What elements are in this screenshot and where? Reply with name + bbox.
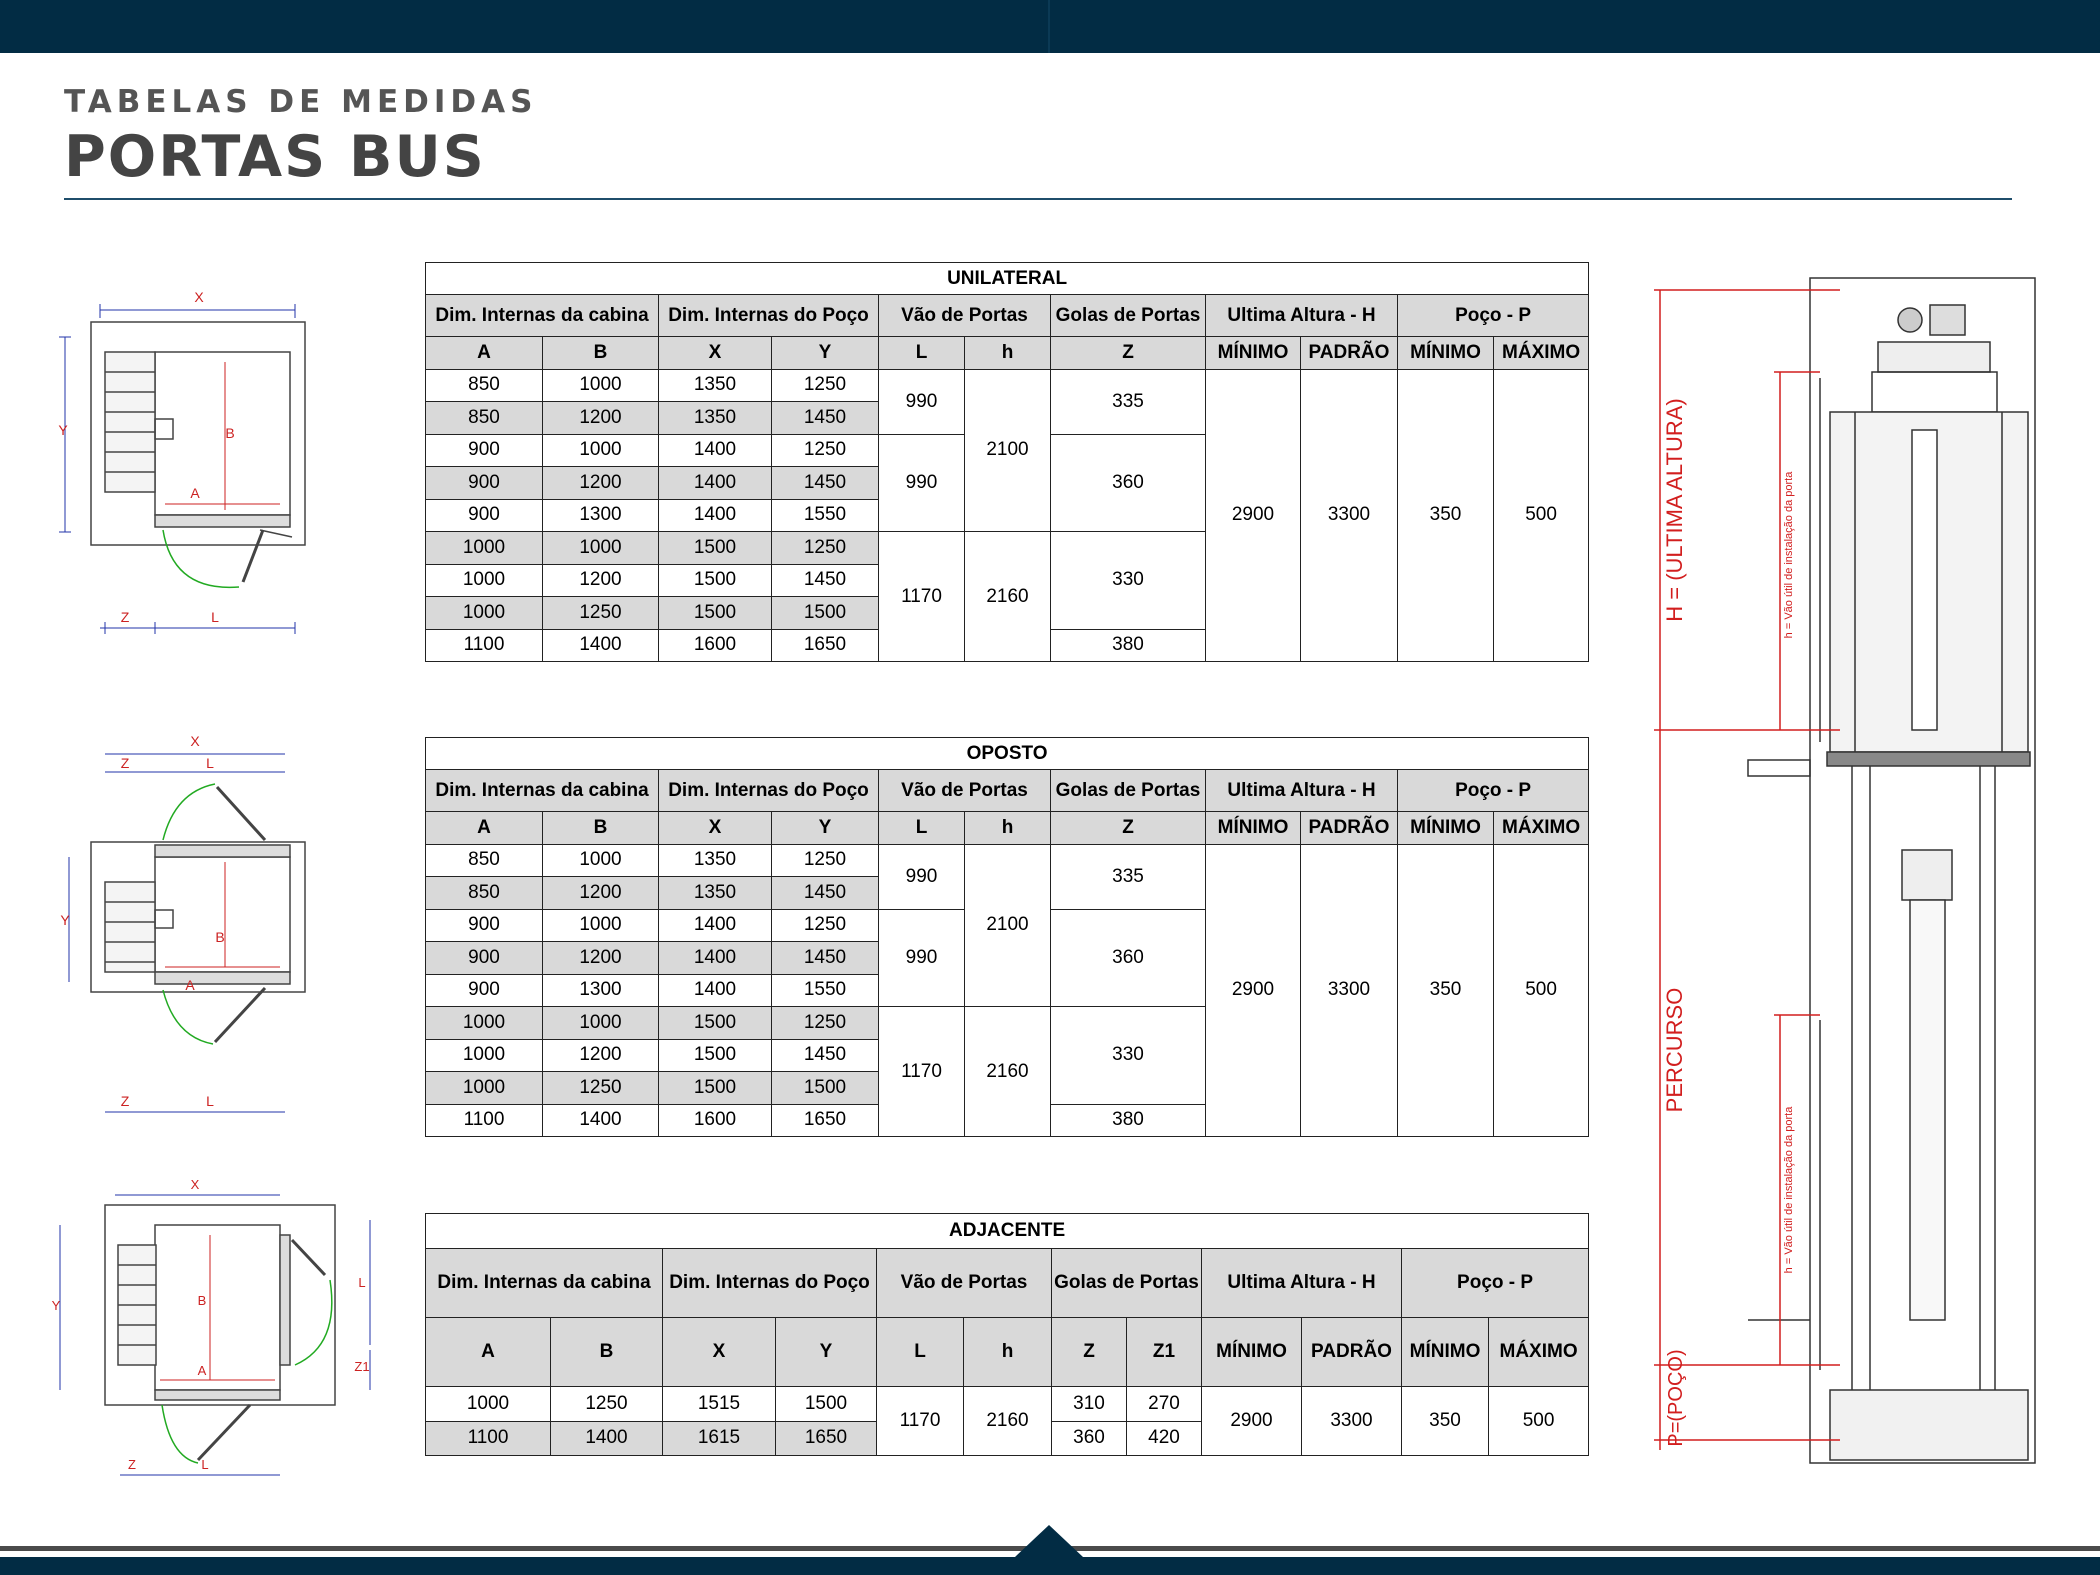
header-poco-dim: Dim. Internas do Poço: [663, 1249, 877, 1318]
cell-b: 1000: [543, 369, 659, 402]
cell-a: 1100: [426, 1104, 543, 1137]
cell-y: 1250: [772, 532, 879, 565]
dim-label-b: B: [225, 425, 235, 441]
col-y: Y: [772, 337, 879, 370]
table-title: UNILATERAL: [426, 263, 1589, 295]
label-percurso: PERCURSO: [1662, 987, 1687, 1113]
plan-drawing-oposto: [55, 732, 325, 1124]
header-altura: Ultima Altura - H: [1206, 770, 1398, 812]
cell-y: 1250: [772, 1007, 879, 1040]
dim-label-a: A: [185, 977, 195, 993]
cell-x: 1500: [659, 1007, 772, 1040]
cell-b: 1300: [543, 499, 659, 532]
shaft-section-drawing: [1640, 270, 2040, 1470]
cell-a: 850: [426, 402, 543, 435]
dim-label-y: Y: [51, 1298, 61, 1313]
cell-a: 900: [426, 974, 543, 1007]
cell-z: 380: [1051, 1104, 1206, 1137]
cell-l: 1170: [879, 532, 965, 662]
cell-altura-min: 2900: [1206, 369, 1301, 662]
cell-b: 1000: [543, 434, 659, 467]
col-b: B: [543, 337, 659, 370]
cell-l: 1170: [877, 1387, 964, 1456]
plan-drawing-adjacente: [50, 1175, 380, 1485]
dim-label-l-side: L: [358, 1275, 366, 1290]
col-b: B: [543, 812, 659, 845]
cell-altura-min: 2900: [1206, 844, 1301, 1137]
col-altura-pad: PADRÃO: [1301, 812, 1398, 845]
cell-y: 1450: [772, 467, 879, 500]
cell-x: 1400: [659, 942, 772, 975]
cell-b: 1200: [543, 467, 659, 500]
door-swing-arc-top: [163, 784, 215, 840]
cell-a: 1000: [426, 1007, 543, 1040]
cell-y: 1500: [776, 1387, 877, 1422]
door-swing-arc: [163, 530, 239, 587]
col-x: X: [659, 812, 772, 845]
dim-label-a: A: [190, 485, 200, 501]
cell-a: 1000: [426, 564, 543, 597]
cell-x: 1350: [659, 877, 772, 910]
page-title: PORTAS BUS: [64, 124, 486, 190]
cell-h: 2160: [965, 1007, 1051, 1137]
header-poco: Poço - P: [1398, 770, 1589, 812]
col-h: h: [965, 812, 1051, 845]
cell-y: 1250: [772, 434, 879, 467]
col-z: Z: [1051, 812, 1206, 845]
cell-x: 1500: [659, 1039, 772, 1072]
cell-b: 1400: [543, 1104, 659, 1137]
col-z: Z: [1052, 1318, 1127, 1387]
cell-y: 1250: [772, 844, 879, 877]
col-h: h: [965, 337, 1051, 370]
cell-b: 1000: [543, 909, 659, 942]
cell-z: 360: [1051, 434, 1206, 532]
cell-z: 380: [1051, 629, 1206, 662]
cell-x: 1515: [663, 1387, 776, 1422]
table-row: [426, 1387, 1589, 1422]
cell-h: 2100: [965, 844, 1051, 1007]
dim-label-z1: Z1: [354, 1359, 370, 1374]
cell-l: 990: [879, 909, 965, 1007]
table-row: [426, 369, 1589, 402]
cell-x: 1350: [659, 402, 772, 435]
cell-a: 850: [426, 369, 543, 402]
label-vao-util-bottom: h = Vão útil de instalação da porta: [1783, 1106, 1795, 1274]
dim-label-y: Y: [58, 422, 68, 438]
col-a: A: [426, 812, 543, 845]
dim-label-l: L: [211, 609, 219, 625]
table-unilateral: [425, 262, 1589, 662]
dim-label-a: A: [197, 1363, 207, 1378]
door-swing-arc-side: [295, 1280, 332, 1365]
table-adjacente: [425, 1213, 1589, 1456]
dim-label-x: X: [190, 1177, 200, 1192]
cell-poco-min: 350: [1398, 369, 1494, 662]
cell-a: 1000: [426, 1387, 551, 1422]
cell-x: 1400: [659, 499, 772, 532]
cell-y: 1650: [772, 629, 879, 662]
cell-y: 1650: [776, 1421, 877, 1456]
cell-l: 990: [879, 844, 965, 909]
cell-a: 1100: [426, 629, 543, 662]
cell-b: 1200: [543, 1039, 659, 1072]
dim-label-b: B: [197, 1293, 207, 1308]
cell-z: 330: [1051, 1007, 1206, 1105]
cell-poco-min: 350: [1402, 1387, 1489, 1456]
cell-b: 1200: [543, 942, 659, 975]
cell-a: 850: [426, 877, 543, 910]
cell-b: 1400: [551, 1421, 663, 1456]
header-golas: Golas de Portas: [1051, 295, 1206, 337]
cell-a: 900: [426, 942, 543, 975]
header-vao: Vão de Portas: [877, 1249, 1052, 1318]
dim-label-z: Z: [120, 755, 130, 771]
header-poco: Poço - P: [1398, 295, 1589, 337]
col-altura-pad: PADRÃO: [1302, 1318, 1402, 1387]
cell-z: 310: [1052, 1387, 1127, 1422]
cell-b: 1250: [543, 597, 659, 630]
cell-x: 1600: [659, 1104, 772, 1137]
col-a: A: [426, 337, 543, 370]
col-altura-min: MÍNIMO: [1202, 1318, 1302, 1387]
cell-a: 850: [426, 844, 543, 877]
cell-z: 335: [1051, 369, 1206, 434]
col-altura-pad: PADRÃO: [1301, 337, 1398, 370]
cell-b: 1000: [543, 844, 659, 877]
cell-poco-max: 500: [1494, 844, 1589, 1137]
cell-y: 1550: [772, 974, 879, 1007]
col-poco-min: MÍNIMO: [1398, 812, 1494, 845]
page-subtitle: TABELAS DE MEDIDAS: [64, 84, 538, 120]
cell-y: 1500: [772, 1072, 879, 1105]
label-poco: P=(POÇO): [1665, 1349, 1687, 1447]
col-l: L: [879, 812, 965, 845]
cell-z1: 420: [1127, 1421, 1202, 1456]
cell-b: 1300: [543, 974, 659, 1007]
cell-b: 1200: [543, 877, 659, 910]
col-poco-min: MÍNIMO: [1398, 337, 1494, 370]
top-banner-divider: [1048, 0, 1050, 53]
cell-altura-pad: 3300: [1302, 1387, 1402, 1456]
cell-h: 2100: [965, 369, 1051, 532]
cell-z: 360: [1052, 1421, 1127, 1456]
cell-a: 900: [426, 434, 543, 467]
cell-x: 1500: [659, 532, 772, 565]
cell-y: 1450: [772, 1039, 879, 1072]
cell-h: 2160: [965, 532, 1051, 662]
header-poco-dim: Dim. Internas do Poço: [659, 770, 879, 812]
col-poco-max: MÁXIMO: [1489, 1318, 1589, 1387]
col-y: Y: [772, 812, 879, 845]
header-vao: Vão de Portas: [879, 770, 1051, 812]
cell-altura-pad: 3300: [1301, 369, 1398, 662]
cell-b: 1250: [543, 1072, 659, 1105]
dim-label-l: L: [201, 1457, 209, 1472]
cell-x: 1500: [659, 1072, 772, 1105]
cell-x: 1400: [659, 434, 772, 467]
col-b: B: [551, 1318, 663, 1387]
table-row: [426, 844, 1589, 877]
col-poco-max: MÁXIMO: [1494, 337, 1589, 370]
cell-poco-max: 500: [1489, 1387, 1589, 1456]
door-swing-arc-bottom: [163, 990, 213, 1044]
col-l: L: [877, 1318, 964, 1387]
cell-b: 1000: [543, 532, 659, 565]
dim-label-l: L: [206, 755, 214, 771]
dim-label-b: B: [215, 929, 225, 945]
cell-y: 1250: [772, 909, 879, 942]
header-cabina: Dim. Internas da cabina: [426, 770, 659, 812]
header-altura: Ultima Altura - H: [1206, 295, 1398, 337]
dim-label-z-bottom: Z: [120, 1093, 130, 1109]
label-vao-util-top: h = Vão útil de instalação da porta: [1783, 471, 1795, 639]
cell-z: 330: [1051, 532, 1206, 630]
cell-x: 1400: [659, 467, 772, 500]
header-poco: Poço - P: [1402, 1249, 1589, 1318]
dim-label-x: X: [190, 733, 200, 749]
header-vao: Vão de Portas: [879, 295, 1051, 337]
col-poco-max: MÁXIMO: [1494, 812, 1589, 845]
cell-b: 1400: [543, 629, 659, 662]
cell-y: 1450: [772, 877, 879, 910]
cell-y: 1550: [772, 499, 879, 532]
cell-x: 1350: [659, 369, 772, 402]
header-golas: Golas de Portas: [1051, 770, 1206, 812]
cell-x: 1500: [659, 564, 772, 597]
col-h: h: [964, 1318, 1052, 1387]
cell-a: 900: [426, 499, 543, 532]
footer-triangle: [1015, 1525, 1083, 1557]
footer-banner: [0, 1557, 2100, 1575]
col-l: L: [879, 337, 965, 370]
cell-l: 990: [879, 434, 965, 532]
cell-h: 2160: [964, 1387, 1052, 1456]
cell-l: 990: [879, 369, 965, 434]
table-title: ADJACENTE: [426, 1214, 1589, 1249]
header-cabina: Dim. Internas da cabina: [426, 295, 659, 337]
cell-x: 1500: [659, 597, 772, 630]
header-altura: Ultima Altura - H: [1202, 1249, 1402, 1318]
cell-x: 1615: [663, 1421, 776, 1456]
header-cabina: Dim. Internas da cabina: [426, 1249, 663, 1318]
dim-label-y: Y: [60, 912, 70, 928]
table-title: OPOSTO: [426, 738, 1589, 770]
header-golas: Golas de Portas: [1052, 1249, 1202, 1318]
cell-x: 1350: [659, 844, 772, 877]
col-poco-min: MÍNIMO: [1402, 1318, 1489, 1387]
col-z1: Z1: [1127, 1318, 1202, 1387]
dim-label-x: X: [194, 289, 204, 305]
cell-a: 1000: [426, 1039, 543, 1072]
cell-b: 1200: [543, 564, 659, 597]
cell-altura-min: 2900: [1202, 1387, 1302, 1456]
col-altura-min: MÍNIMO: [1206, 337, 1301, 370]
cell-a: 900: [426, 909, 543, 942]
cell-y: 1450: [772, 402, 879, 435]
cell-y: 1250: [772, 369, 879, 402]
cell-a: 900: [426, 467, 543, 500]
cell-y: 1500: [772, 597, 879, 630]
cell-poco-max: 500: [1494, 369, 1589, 662]
cell-b: 1250: [551, 1387, 663, 1422]
table-oposto: [425, 737, 1589, 1137]
cell-z: 335: [1051, 844, 1206, 909]
col-z: Z: [1051, 337, 1206, 370]
cell-z1: 270: [1127, 1387, 1202, 1422]
plan-drawing-unilateral: [55, 282, 325, 640]
door-swing-arc-bottom: [162, 1405, 198, 1463]
cell-altura-pad: 3300: [1301, 844, 1398, 1137]
cell-y: 1450: [772, 564, 879, 597]
dim-label-l-bottom: L: [206, 1093, 214, 1109]
cell-b: 1200: [543, 402, 659, 435]
cell-x: 1600: [659, 629, 772, 662]
cell-poco-min: 350: [1398, 844, 1494, 1137]
col-altura-min: MÍNIMO: [1206, 812, 1301, 845]
cell-b: 1000: [543, 1007, 659, 1040]
cell-a: 1000: [426, 532, 543, 565]
dim-label-z: Z: [128, 1457, 136, 1472]
cell-a: 1000: [426, 1072, 543, 1105]
col-y: Y: [776, 1318, 877, 1387]
cell-a: 1000: [426, 597, 543, 630]
cell-x: 1400: [659, 909, 772, 942]
cell-l: 1170: [879, 1007, 965, 1137]
cell-a: 1100: [426, 1421, 551, 1456]
dim-label-z: Z: [120, 609, 130, 625]
col-x: X: [663, 1318, 776, 1387]
col-x: X: [659, 337, 772, 370]
title-divider: [64, 198, 2012, 200]
cell-y: 1450: [772, 942, 879, 975]
header-poco-dim: Dim. Internas do Poço: [659, 295, 879, 337]
cell-x: 1400: [659, 974, 772, 1007]
cell-y: 1650: [772, 1104, 879, 1137]
col-a: A: [426, 1318, 551, 1387]
cell-z: 360: [1051, 909, 1206, 1007]
top-banner: [0, 0, 2100, 53]
label-ultima-altura: H = (ULTIMA ALTURA): [1662, 398, 1687, 622]
